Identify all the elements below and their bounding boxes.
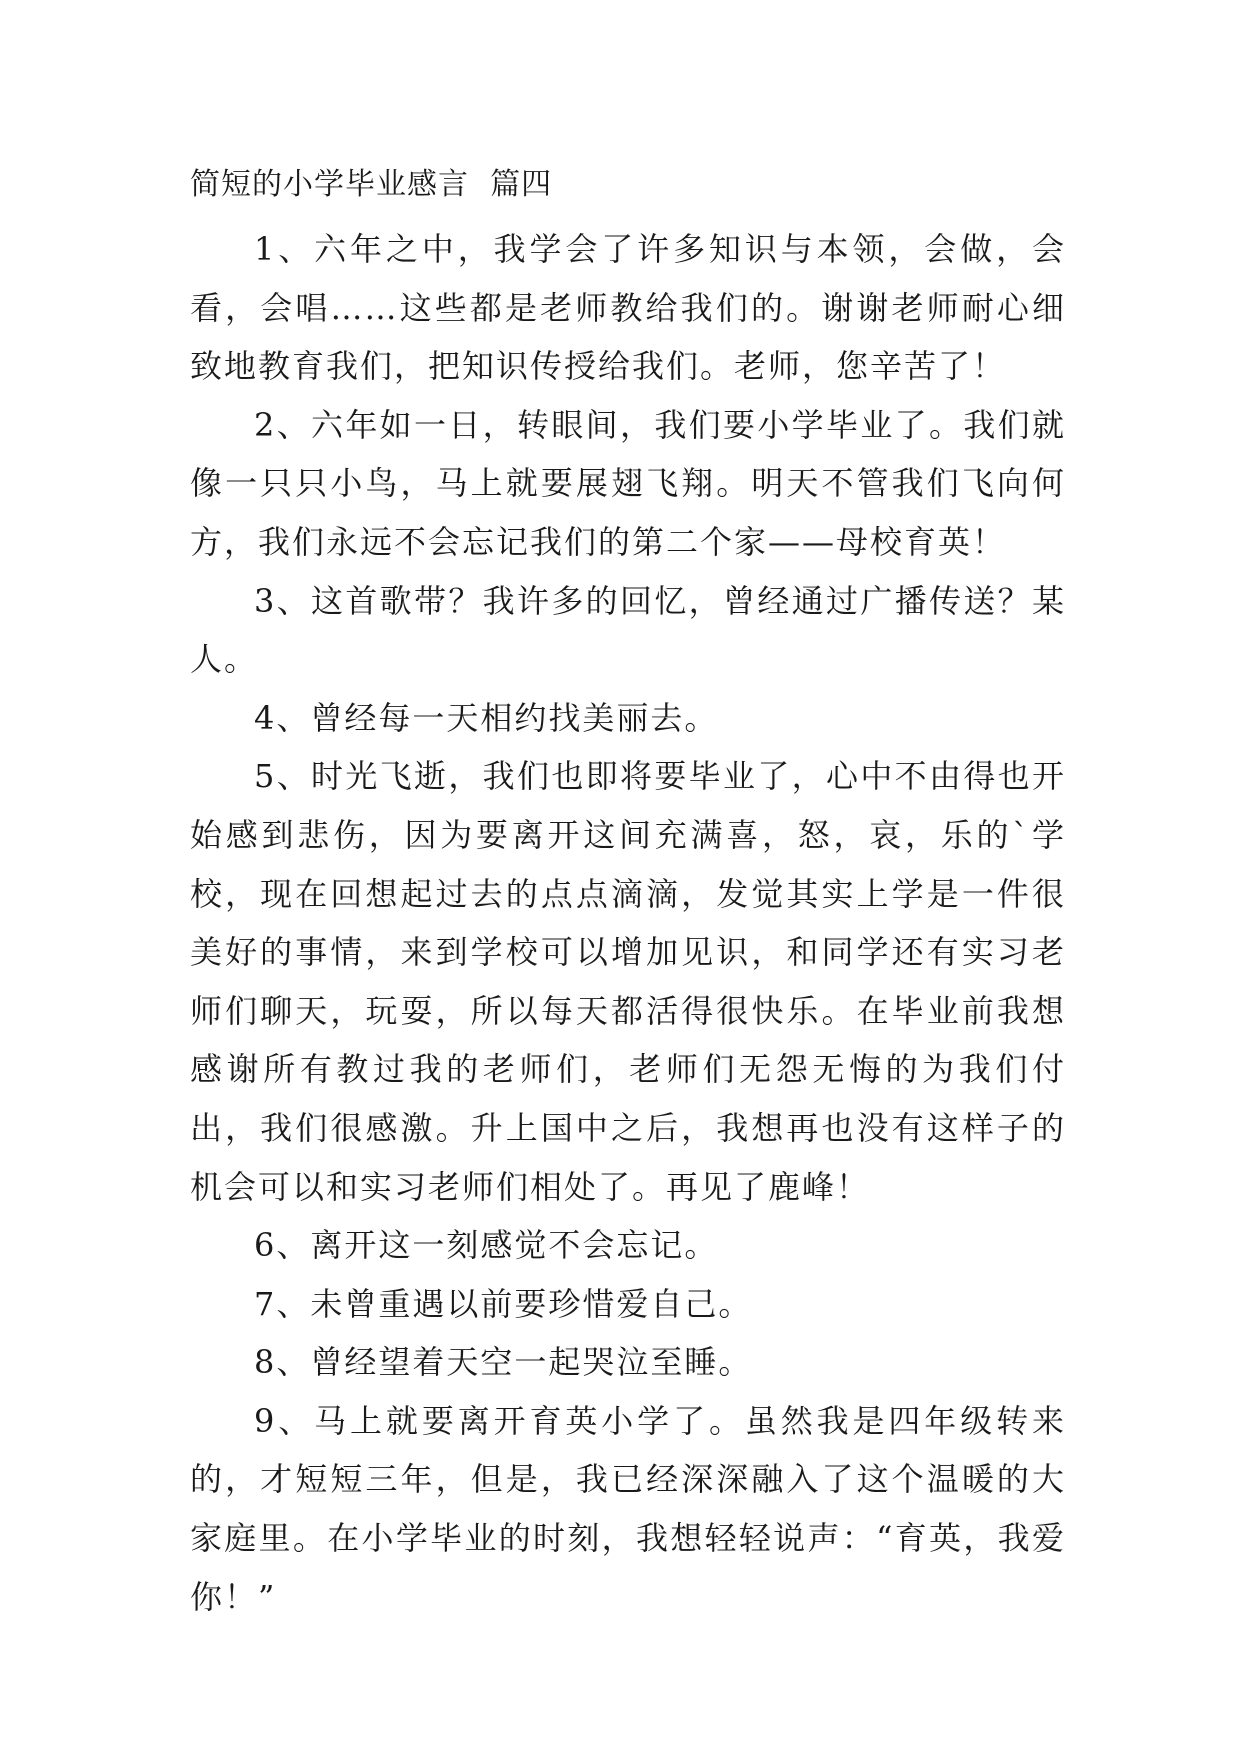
paragraph-6: 6、离开这一刻感觉不会忘记。: [254, 1226, 719, 1265]
paragraph-8: 8、曾经望着天空一起哭泣至睡。: [254, 1343, 753, 1382]
paragraph-5: 5、时光飞逝，我们也即将要毕业了，心中不由得也开始感到悲伤，因为要离开这间充满喜，怒，哀，乐的`学校，现在回想起过去的点点滴滴，发觉其实上学是一件很美好的事情，来到学校可以增加见识，和同学还有实习老师们聊天，玩耍，所以每天都活得很快乐。在毕业前我想感谢所有教过我的老师们，老师们无怨无悔的为我们付出，我们很感激。升上国中之后，我想再也没有这样子的机会可以和实习老师们相处了。再见了鹿峰！: [190, 757, 1066, 1206]
document-title: 简短的小学毕业感言 篇四: [190, 167, 553, 202]
paragraph-4: 4、曾经每一天相约找美丽去。: [254, 698, 719, 737]
paragraph-9: 9、马上就要离开育英小学了。虽然我是四年级转来的，才短短三年，但是，我已经深深融入了这个温暖的大家庭里。在小学毕业的时刻，我想轻轻说声：“育英，我爱你！”: [190, 1401, 1066, 1616]
paragraph-1: 1、六年之中，我学会了许多知识与本领，会做，会看，会唱……这些都是老师教给我们的。谢谢老师耐心细致地教育我们，把知识传授给我们。老师，您辛苦了！: [190, 230, 1066, 386]
paragraph-2: 2、六年如一日，转眼间，我们要小学毕业了。我们就像一只只小鸟，马上就要展翅飞翔。明天不管我们飞向何方，我们永远不会忘记我们的第二个家——母校育英！: [190, 405, 1066, 561]
document-body: [190, 220, 1066, 1626]
paragraph-3: 3、这首歌带？我许多的回忆，曾经通过广播传送？某人。: [190, 581, 1066, 679]
paragraph-7: 7、未曾重遇以前要珍惜爱自己。: [254, 1284, 753, 1323]
